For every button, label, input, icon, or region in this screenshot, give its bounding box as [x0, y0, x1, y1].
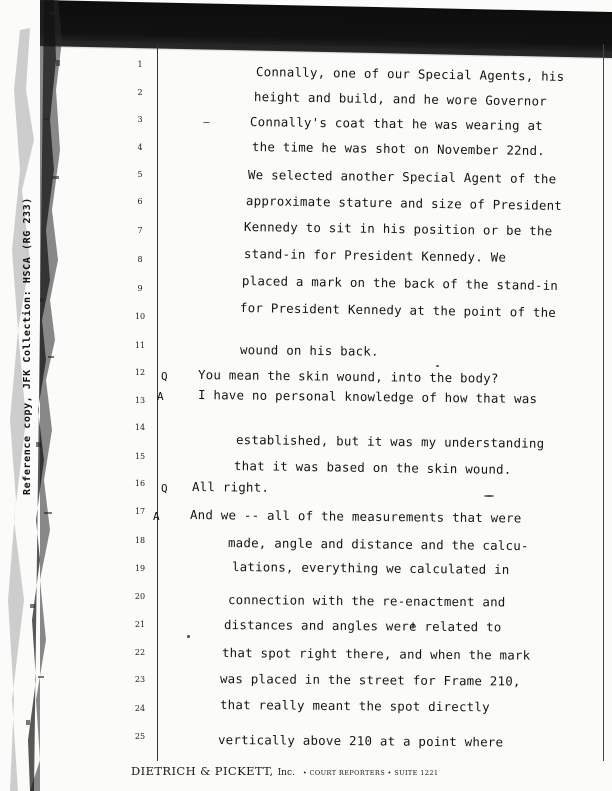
- transcript-line-text: approximate stature and size of President: [245, 193, 563, 213]
- transcript-line-text: the time he was shot on November 22nd.: [251, 139, 546, 159]
- transcript-line-text: was placed in the street for Frame 210,: [219, 671, 521, 689]
- transcript-line-text: And we -- all of the measurements that were: [189, 507, 522, 526]
- line-number: 3: [137, 115, 143, 124]
- line-number: 18: [134, 536, 146, 545]
- line-number: 22: [134, 648, 146, 657]
- transcript-line-text: I have no personal knowledge of how that was: [197, 387, 538, 407]
- line-number: 4: [137, 143, 143, 152]
- question-marker: Q: [161, 482, 168, 495]
- line-number: 2: [137, 88, 143, 97]
- line-number: 19: [134, 564, 146, 573]
- transcript-line-text: Kennedy to sit in his position or be the: [243, 219, 553, 239]
- transcript-line-text: Connally's coat that he was wearing at: [249, 114, 544, 134]
- transcript-line-text: All right.: [191, 479, 270, 495]
- line-number: 20: [134, 592, 146, 601]
- transcript-line-text: height and build, and he wore Governor: [253, 89, 548, 109]
- transcript-line-text: wound on his back.: [239, 342, 379, 359]
- transcript-line-text: that spot right there, and when the mark: [221, 645, 531, 663]
- line-number: 10: [134, 312, 146, 321]
- transcript-line-text: that it was based on the skin wound.: [233, 458, 512, 477]
- transcript-line-text: placed a mark on the back of the stand-in: [241, 273, 559, 293]
- line-number: 7: [137, 226, 143, 235]
- footer-details: • COURT REPORTERS • SUITE 1221: [302, 769, 439, 777]
- transcript-line-text: made, angle and distance and the calcu-: [227, 535, 529, 554]
- transcript-line-text: Connally, one of our Special Agents, his: [255, 64, 565, 84]
- footer-firm-name: DIETRICH & PICKETT,: [131, 764, 274, 778]
- line-number: 8: [137, 255, 143, 264]
- transcript-line-text: that really meant the spot directly: [219, 697, 490, 715]
- line-number: 17: [134, 507, 146, 516]
- transcript-line-text: vertically above 210 at a point where: [217, 732, 504, 750]
- line-number: 23: [134, 675, 146, 684]
- court-reporter-footer: [131, 760, 611, 779]
- line-number: 12: [134, 368, 146, 377]
- transcript-line-text: established, but it was my understanding: [235, 432, 545, 451]
- footer-inc: Inc.: [277, 768, 295, 778]
- line-number: 13: [134, 396, 146, 405]
- line-number: 24: [134, 704, 146, 713]
- answer-marker: A: [157, 390, 164, 403]
- scan-speck: [436, 365, 439, 367]
- transcript-line-text: lations, everything we calculated in: [231, 559, 510, 577]
- line-number: 9: [137, 284, 143, 293]
- transcript-line-text: stand-in for President Kennedy. We: [243, 246, 507, 265]
- transcript-line-text: You mean the skin wound, into the body?: [197, 367, 499, 386]
- transcript-line-text: distances and angles were related to: [223, 617, 502, 635]
- line-number: 6: [137, 197, 143, 206]
- archive-reference-stamp: Reference copy, JFK Collection: HSCA (RG 233): [22, 197, 33, 495]
- scan-speck: [484, 495, 494, 497]
- line-number: 5: [137, 170, 143, 179]
- line-number: 25: [134, 732, 146, 741]
- transcript-line-text: for President Kennedy at the point of the: [239, 300, 557, 320]
- line-number: 14: [134, 423, 146, 432]
- line-number: 1: [137, 60, 143, 69]
- line-number: 16: [134, 479, 146, 488]
- transcript-line-text: connection with the re-enactment and: [227, 592, 506, 610]
- line-number: 11: [134, 341, 146, 350]
- scan-speck: [187, 635, 190, 638]
- line-number: 15: [134, 452, 146, 461]
- transcript-line-text: We selected another Special Agent of the: [247, 167, 557, 187]
- question-marker: Q: [161, 370, 168, 383]
- line-number: 21: [134, 620, 146, 629]
- answer-marker: A: [153, 510, 160, 523]
